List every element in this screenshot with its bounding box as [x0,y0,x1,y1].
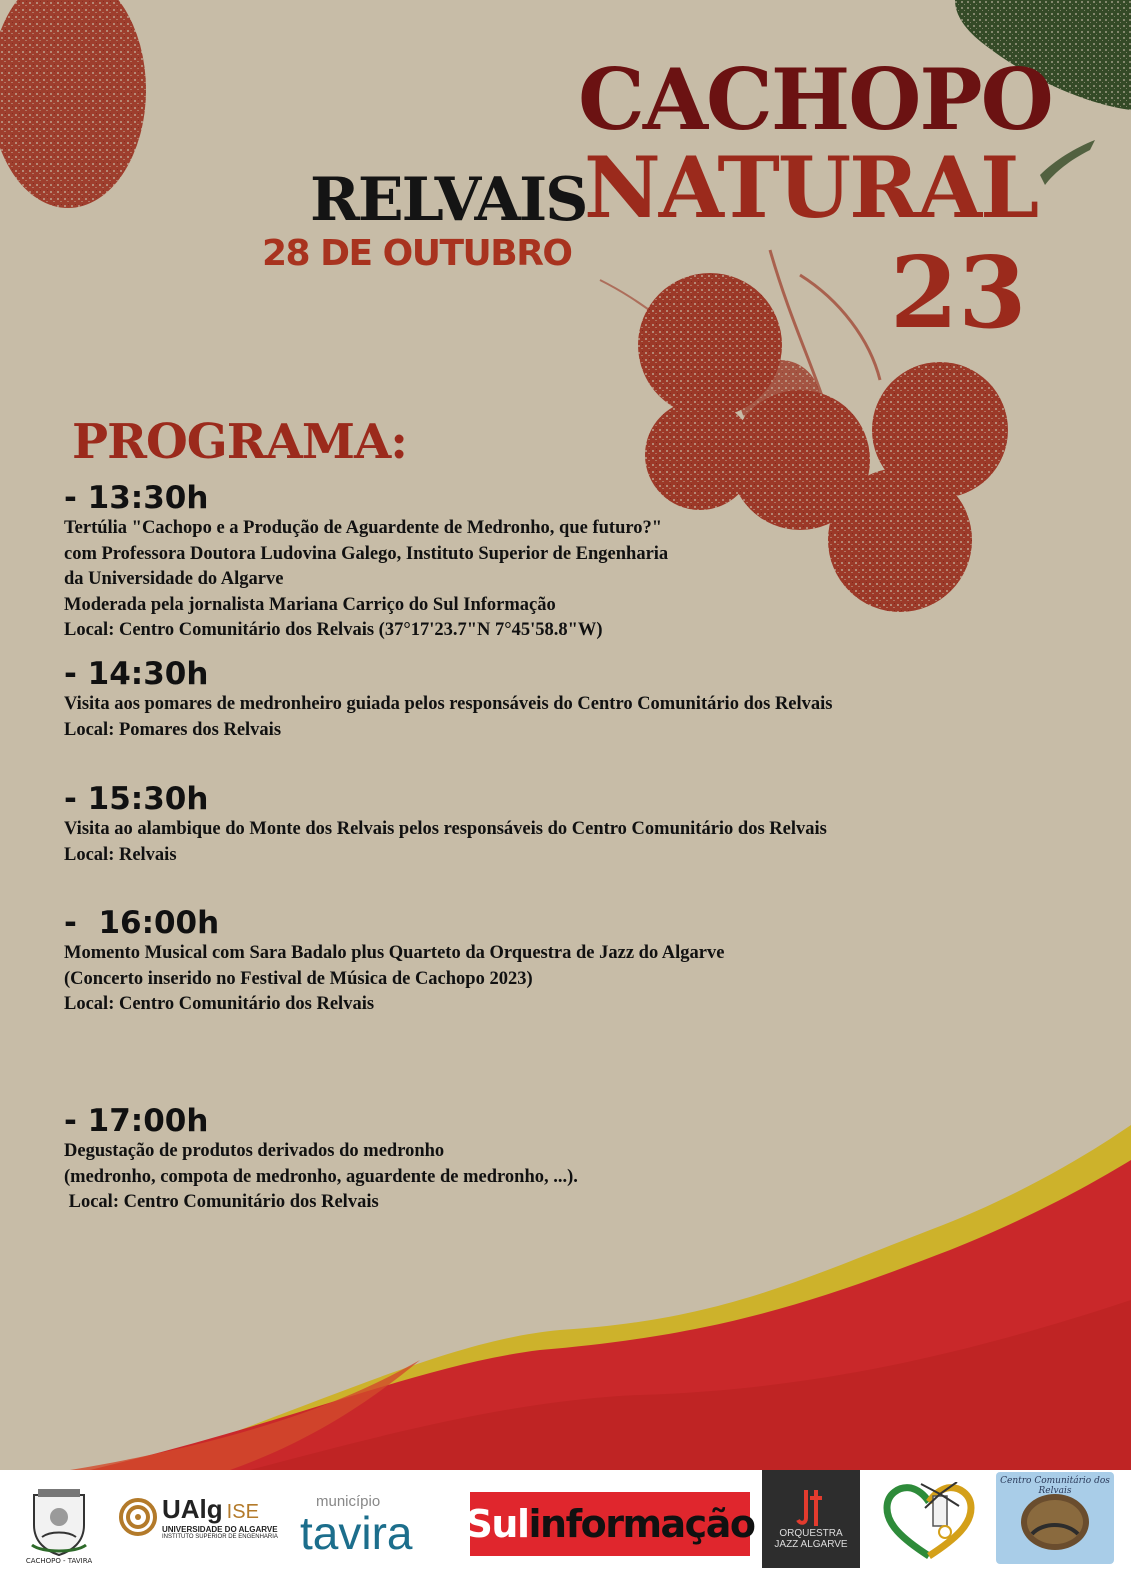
session-time: - 15:30h [64,781,209,817]
tavira-name: tavira [300,1506,413,1559]
program-session-1600 [64,905,724,1018]
session-time: - 17:00h [64,1103,209,1139]
orquestra-jazz-algarve-logo [762,1470,860,1568]
informacao-text: informação [528,1502,755,1546]
program-session-1530 [64,781,827,868]
session-line: Local: Relvais [64,844,177,865]
session-line: Tertúlia "Cachopo e a Produção de Aguardente de Medronho, que futuro?" [64,518,663,538]
tavira-logo [300,1490,460,1560]
title-natural: NATURAL [584,138,1038,237]
ualg-line2: INSTITUTO SUPERIOR DE ENGENHARIA [162,1534,278,1540]
title-cachopo: CACHOPO [578,50,1052,149]
crest-caption: CACHOPO - TAVIRA [25,1556,93,1565]
ualg-ise-logo [118,1486,298,1548]
session-line: da Universidade do Algarve [64,569,284,589]
session-line: Degustação de produtos derivados do medronho [64,1141,445,1161]
title-relvais: RELVAIS [310,165,587,235]
ualg-name: UAlg [162,1494,223,1524]
program-session-1430 [64,656,833,743]
ualg-ise: ISE [226,1501,259,1523]
session-line: Visita ao alambique do Monte dos Relvais pelos responsáveis do Centro Comunitário dos Relvais [64,819,827,839]
ualg-rings-icon [118,1497,158,1537]
program-session-1330 [64,480,668,644]
sponsor-footer [0,1470,1131,1581]
program-session-1700 [64,1103,578,1216]
session-line: Local: Centro Comunitário dos Relvais [64,994,375,1014]
program-heading: PROGRAMA: [72,414,408,470]
session-line: Visita aos pomares de medronheiro guiada pelos responsáveis do Centro Comunitário dos Relvais [64,694,833,714]
session-time: - 13:30h [64,480,209,516]
session-line: Moderada pela jornalista Mariana Carriço do Sul Informação [64,594,556,615]
session-line: com Professora Doutora Ludovina Galego, Instituto Superior de Engenharia [64,543,669,564]
ccr-text: Centro Comunitário dos Relvais [1000,1476,1110,1496]
event-date: 28 DE OUTUBRO [262,233,572,274]
jazz-symbol-icon [796,1488,826,1528]
tavira-small: município [316,1492,381,1510]
windmill-heart-icon [881,1482,977,1560]
session-line: (Concerto inserido no Festival de Música de Cachopo 2023) [64,968,533,989]
sul-text: Sul [465,1502,529,1546]
session-time: - 16:00h [64,905,220,941]
windmill-heart-logo [878,1480,980,1562]
session-line: Local: Centro Comunitário dos Relvais (37°17'23.7"N 7°45'58.8"W) [64,620,603,640]
event-year: 23 [890,236,1027,351]
centro-comunitario-relvais-logo [996,1472,1114,1564]
ualg-line1: UNIVERSIDADE DO ALGARVE [162,1525,278,1534]
orquestra-line2: JAZZ ALGARVE [774,1539,848,1550]
crest-icon [28,1487,90,1557]
session-time: - 14:30h [64,656,209,692]
session-line: Local: Pomares dos Relvais [64,719,282,740]
session-line: Momento Musical com Sara Badalo plus Quarteto da Orquestra de Jazz do Algarve [64,943,725,963]
session-line: (medronho, compota de medronho, aguardente de medronho, ...). [64,1166,578,1187]
sul-informacao-logo [465,1492,755,1556]
session-line: Local: Centro Comunitário dos Relvais [64,1192,379,1212]
cachopo-crest-logo [20,1478,98,1573]
orquestra-line1: ORQUESTRA [779,1528,843,1539]
arbutus-berry-top-left [0,0,146,208]
